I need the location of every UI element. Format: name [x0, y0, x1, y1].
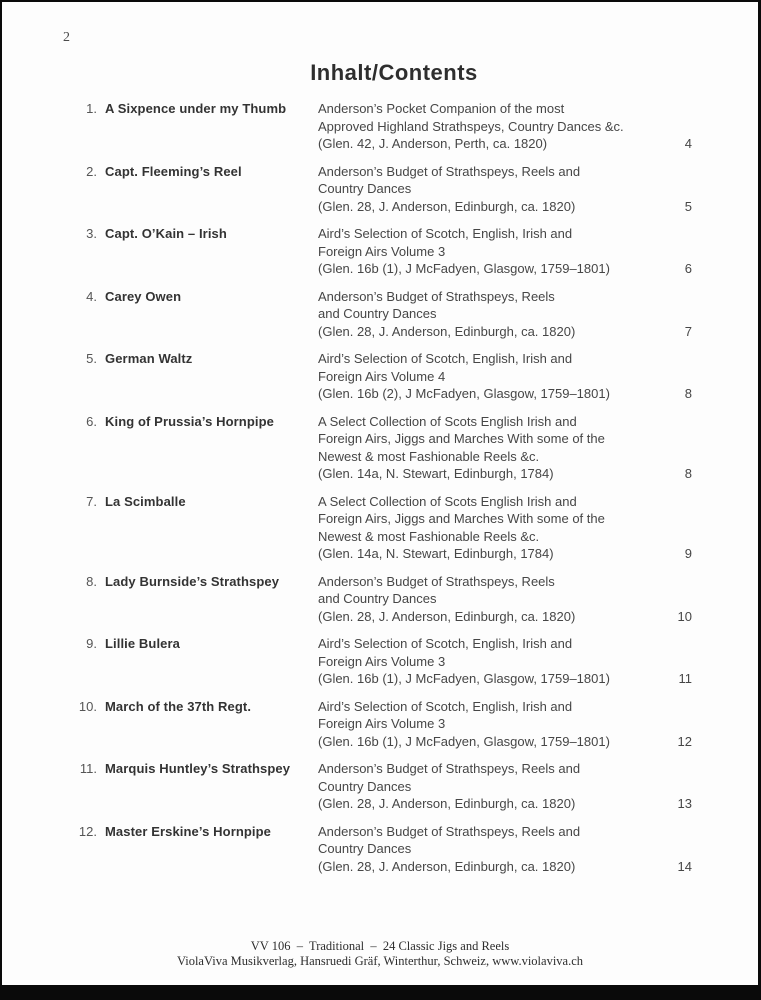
entry-source-line: Anderson’s Pocket Companion of the most: [318, 101, 565, 116]
entry-source-line: (Glen. 28, J. Anderson, Edinburgh, ca. 1820): [318, 323, 576, 339]
entry-title: March of the 37th Regt.: [105, 698, 252, 714]
entry-number: 11.: [79, 761, 97, 776]
entry-number: 9.: [86, 636, 97, 651]
entry-source-line: Approved Highland Strathspeys, Country Dances &c.: [318, 118, 624, 134]
entry-source: [318, 163, 624, 216]
entry-source-line: Newest & most Fashionable Reels &c.: [318, 448, 540, 464]
entry-source-line: Country Dances: [318, 841, 412, 856]
entry-number: 3.: [86, 226, 97, 241]
entry-title: Lady Burnside’s Strathspey: [105, 573, 280, 589]
toc-entry: [60, 100, 692, 153]
entry-title: King of Prussia’s Hornpipe: [105, 413, 274, 429]
entry-source: [318, 288, 624, 341]
toc-entry: [60, 493, 692, 563]
entry-number: 8.: [86, 573, 97, 589]
entry-page-number: 9: [684, 546, 692, 561]
entry-source-line: Foreign Airs Volume 4: [318, 368, 446, 384]
entry-title: Capt. O’Kain – Irish: [105, 226, 227, 241]
entry-source: [318, 225, 624, 278]
entry-source-line: and Country Dances: [318, 306, 437, 321]
entry-source-line: A Select Collection of Scots English Irish and: [318, 493, 577, 509]
entry-source: [318, 823, 624, 876]
entry-source-line: Aird’s Selection of Scotch, English, Irish and: [318, 351, 573, 366]
entry-title: Lillie Bulera: [105, 636, 180, 651]
entry-source-line: (Glen. 14a, N. Stewart, Edinburgh, 1784): [318, 546, 554, 561]
entry-page-number: 14: [677, 858, 692, 874]
entry-source: [318, 573, 624, 626]
entry-source-line: (Glen. 42, J. Anderson, Perth, ca. 1820): [318, 136, 548, 151]
entry-title: Carey Owen: [105, 288, 182, 304]
entry-source-line: Aird’s Selection of Scotch, English, Irish and: [318, 698, 573, 714]
toc-entry: [60, 823, 692, 876]
toc-entry: [60, 163, 692, 216]
entry-number: 10.: [78, 698, 97, 714]
entry-source: [318, 760, 624, 813]
entry-page-number: 4: [684, 136, 692, 151]
footer-line-publisher: ViolaViva Musikverlag, Hansruedi Gräf, Winterthur, Schweiz, www.violaviva.ch: [176, 954, 584, 968]
entry-page-number: 8: [684, 466, 692, 481]
entry-number: 5.: [86, 351, 97, 366]
entry-source-line: (Glen. 16b (1), J McFadyen, Glasgow, 1759–1801): [318, 261, 610, 276]
entry-number: 2.: [86, 163, 97, 179]
entry-title: Capt. Fleeming’s Reel: [105, 163, 242, 179]
entry-title: A Sixpence under my Thumb: [105, 101, 287, 116]
entry-source-line: (Glen. 16b (2), J McFadyen, Glasgow, 1759–1801): [318, 386, 610, 401]
entry-source-line: Aird’s Selection of Scotch, English, Irish and: [318, 226, 573, 241]
entry-source-line: (Glen. 28, J. Anderson, Edinburgh, ca. 1820): [318, 796, 576, 811]
entry-number: 7.: [86, 493, 97, 509]
toc-entry: [60, 635, 692, 688]
entry-number: 12.: [78, 823, 97, 839]
toc-entry: [60, 698, 692, 751]
entry-number: 4.: [86, 288, 97, 304]
toc-entries: [60, 100, 692, 885]
toc-entry: [60, 413, 692, 483]
toc-entry: [60, 288, 692, 341]
entry-source: [318, 413, 624, 483]
entry-source-line: Anderson’s Budget of Strathspeys, Reels and: [318, 163, 581, 179]
entry-source-line: Country Dances: [318, 778, 412, 794]
page-number: 2: [63, 30, 70, 45]
entry-title: La Scimballe: [105, 493, 186, 509]
entry-source: [318, 698, 624, 751]
entry-source: [318, 350, 624, 403]
entry-source-line: Foreign Airs Volume 3: [318, 716, 446, 731]
entry-number: 6.: [86, 413, 97, 429]
entry-source-line: A Select Collection of Scots English Irish and: [318, 413, 577, 429]
entry-source-line: Aird’s Selection of Scotch, English, Irish and: [318, 636, 573, 651]
entry-title: Marquis Huntley’s Strathspey: [105, 761, 291, 776]
entry-page-number: 10: [677, 608, 692, 624]
entry-source-line: Foreign Airs, Jiggs and Marches With some of the: [318, 431, 605, 446]
entry-page-number: 7: [684, 323, 692, 339]
entry-page-number: 11: [678, 671, 692, 686]
footer: [2, 939, 758, 969]
toc-entry: [60, 350, 692, 403]
entry-source: [318, 635, 624, 688]
entry-source-line: Anderson’s Budget of Strathspeys, Reels: [318, 573, 555, 589]
entry-source-line: (Glen. 16b (1), J McFadyen, Glasgow, 1759–1801): [318, 733, 610, 749]
entry-page-number: 5: [684, 198, 692, 214]
entry-page-number: 6: [684, 261, 692, 276]
entry-page-number: 8: [684, 386, 692, 401]
entry-source-line: Newest & most Fashionable Reels &c.: [318, 528, 540, 544]
entry-source-line: Foreign Airs Volume 3: [318, 243, 446, 259]
entry-title: German Waltz: [105, 351, 193, 366]
toc-entry: [60, 573, 692, 626]
entry-title: Master Erskine’s Hornpipe: [105, 823, 272, 839]
entry-source-line: (Glen. 28, J. Anderson, Edinburgh, ca. 1820): [318, 198, 576, 214]
entry-page-number: 12: [677, 733, 692, 749]
toc-entry: [60, 225, 692, 278]
entry-source-line: Country Dances: [318, 181, 412, 196]
entry-page-number: 13: [677, 796, 692, 811]
entry-source-line: Foreign Airs, Jiggs and Marches With some of the: [318, 511, 605, 526]
entry-source-line: and Country Dances: [318, 591, 437, 606]
footer-line-catalog: VV 106 – Traditional – 24 Classic Jigs and Reels: [250, 939, 510, 953]
entry-source: [318, 100, 624, 153]
entry-source-line: Anderson’s Budget of Strathspeys, Reels and: [318, 761, 581, 776]
toc-entry: [60, 760, 692, 813]
contents-title: Inhalt/Contents: [310, 60, 478, 85]
document-page: [2, 2, 758, 985]
entry-source-line: Foreign Airs Volume 3: [318, 653, 446, 669]
entry-source: [318, 493, 624, 563]
entry-source-line: Anderson’s Budget of Strathspeys, Reels and: [318, 823, 581, 839]
entry-source-line: Anderson’s Budget of Strathspeys, Reels: [318, 288, 555, 304]
entry-source-line: (Glen. 28, J. Anderson, Edinburgh, ca. 1820): [318, 858, 576, 874]
entry-source-line: (Glen. 28, J. Anderson, Edinburgh, ca. 1820): [318, 608, 576, 624]
entry-number: 1.: [86, 101, 97, 116]
entry-source-line: (Glen. 16b (1), J McFadyen, Glasgow, 1759–1801): [318, 671, 610, 686]
entry-source-line: (Glen. 14a, N. Stewart, Edinburgh, 1784): [318, 466, 554, 481]
